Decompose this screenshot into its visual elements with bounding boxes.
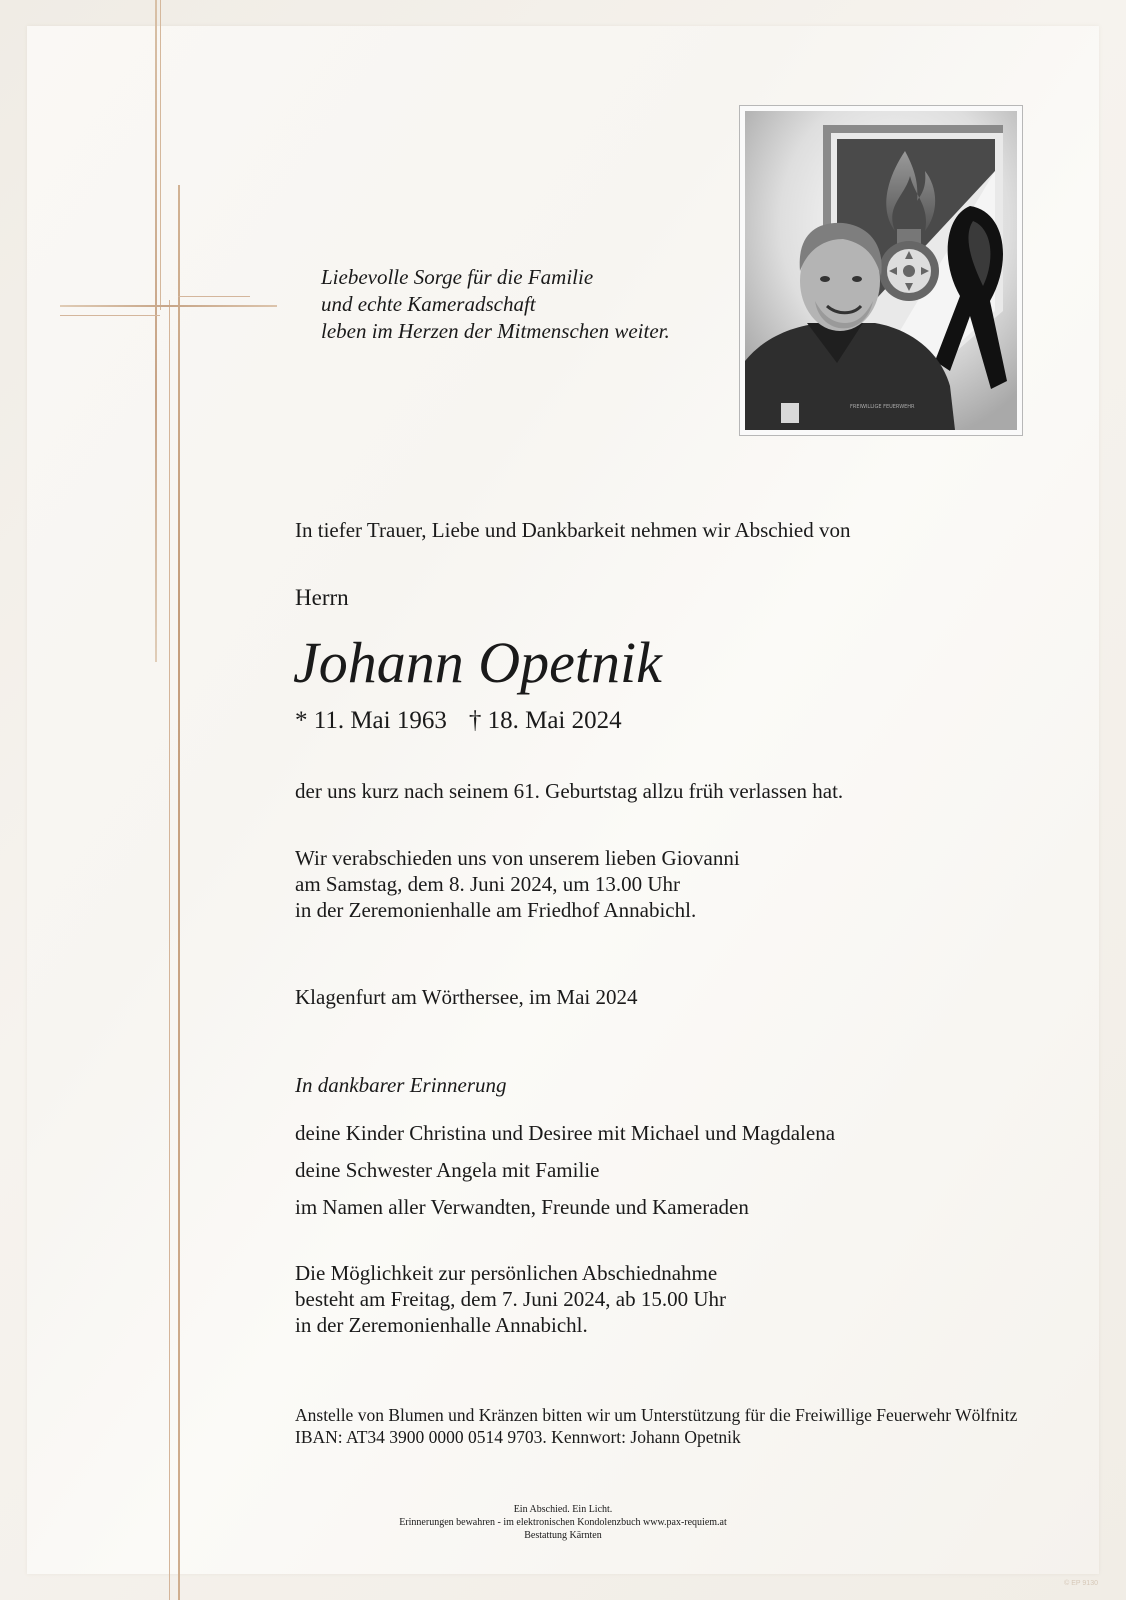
memorial-quote	[321, 264, 670, 345]
viewing-line: in der Zeremonienhalle Annabichl.	[295, 1313, 588, 1337]
mourner-line: deine Kinder Christina und Desiree mit Michael und Magdalena	[295, 1121, 836, 1145]
footer-line: Erinnerungen bewahren - im elektronischen Kondolenzbuch www.pax-requiem.at	[399, 1517, 727, 1528]
shirt-text: FREIWILLIGE FEUERWEHR	[850, 404, 915, 410]
cross-vertical-line	[155, 0, 157, 662]
farewell-line: in der Zeremonienhalle am Friedhof Annabichl.	[295, 898, 697, 922]
cross-vertical-line-long	[178, 185, 180, 1600]
cross-horizontal-line-short	[178, 296, 250, 297]
birthday-note: der uns kurz nach seinem 61. Geburtstag allzu früh verlassen hat.	[295, 779, 844, 803]
donation-line: IBAN: AT34 3900 0000 0514 9703. Kennwort: Johann Opetnik	[295, 1427, 741, 1447]
place-date: Klagenfurt am Wörthersee, im Mai 2024	[295, 985, 638, 1009]
footer	[363, 1503, 763, 1542]
deceased-name: Johann Opetnik	[293, 630, 662, 695]
quote-line: Liebevolle Sorge für die Familie	[321, 265, 594, 289]
viewing-details	[295, 1260, 726, 1338]
death-date: † 18. Mai 2024	[468, 707, 622, 734]
quote-line: leben im Herzen der Mitmenschen weiter.	[321, 319, 670, 343]
cross-vertical-line-thin	[160, 0, 161, 310]
donation-line: Anstelle von Blumen und Kränzen bitten wir um Unterstützung für die Freiwillige Feuerwehr Wölfnitz	[295, 1405, 1018, 1425]
intro-text: In tiefer Trauer, Liebe und Dankbarkeit nehmen wir Abschied von	[295, 518, 851, 542]
mourner-line: im Namen aller Verwandten, Freunde und Kameraden	[295, 1195, 749, 1219]
portrait-photo-image	[745, 111, 1017, 430]
cross-horizontal-line-thin	[60, 315, 160, 316]
viewing-line: besteht am Freitag, dem 7. Juni 2024, ab 15.00 Uhr	[295, 1287, 727, 1311]
life-dates	[295, 707, 622, 735]
cross-horizontal-line	[60, 305, 277, 307]
cross-vertical-line-long-thin	[169, 300, 170, 1600]
birth-date: * 11. Mai 1963	[295, 707, 447, 734]
portrait-photo	[739, 105, 1023, 436]
salutation: Herrn	[295, 585, 349, 610]
farewell-line: am Samstag, dem 8. Juni 2024, um 13.00 Uhr	[295, 872, 680, 896]
footer-line: Ein Abschied. Ein Licht.	[513, 1504, 613, 1515]
donation-note	[295, 1404, 1017, 1448]
farewell-line: Wir verabschieden uns von unserem lieben Giovanni	[295, 846, 740, 870]
remembrance-heading: In dankbarer Erinnerung	[295, 1073, 507, 1097]
print-code: © EP 9130	[1064, 1580, 1098, 1587]
viewing-line: Die Möglichkeit zur persönlichen Abschiednahme	[295, 1261, 718, 1285]
farewell-details	[295, 845, 740, 923]
footer-line: Bestattung Kärnten	[524, 1530, 602, 1541]
mourner-line: deine Schwester Angela mit Familie	[295, 1158, 600, 1182]
quote-line: und echte Kameradschaft	[321, 292, 536, 316]
